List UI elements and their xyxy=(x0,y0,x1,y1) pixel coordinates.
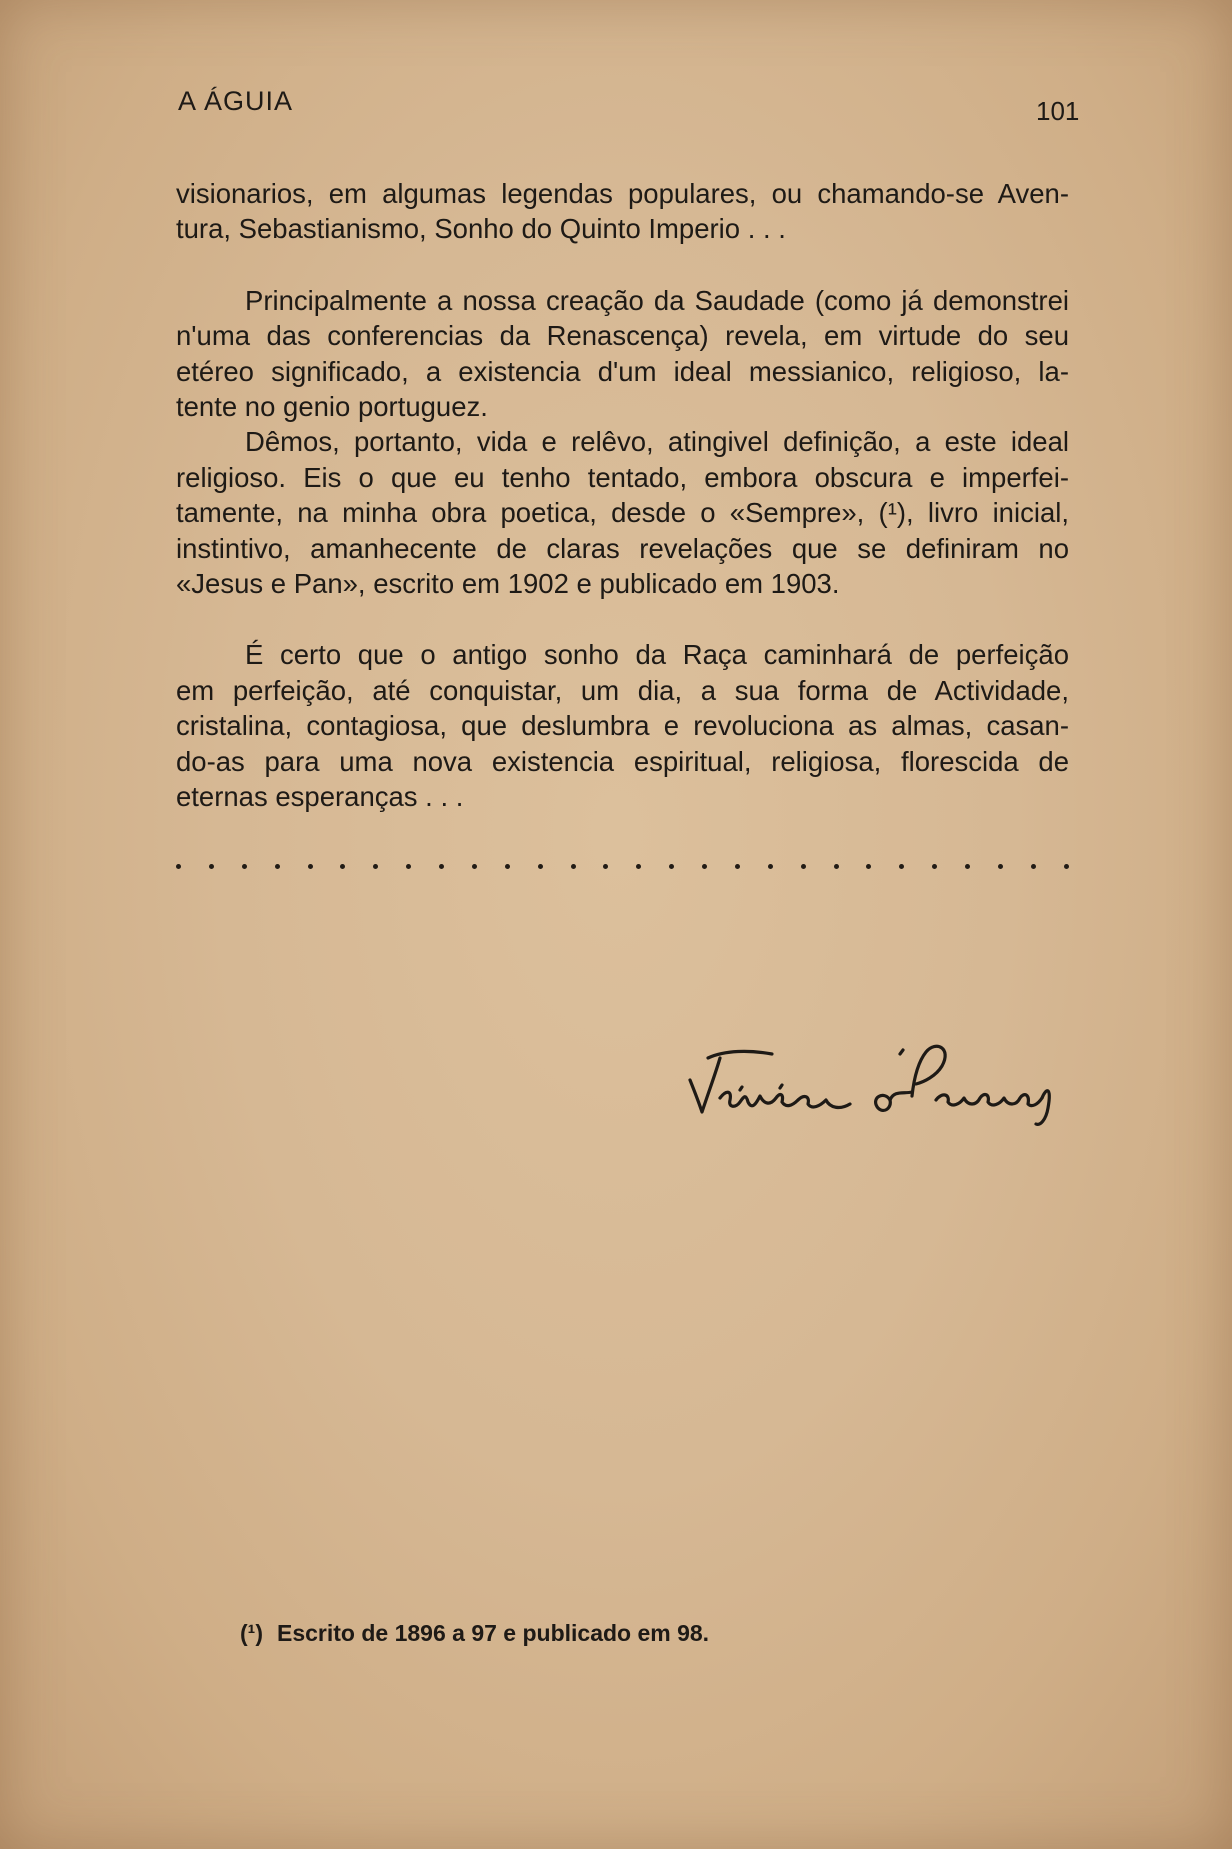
footnote-mark: (¹) xyxy=(240,1620,263,1646)
footnote xyxy=(240,1620,709,1647)
paragraph-3 xyxy=(176,424,1069,601)
text-line: n'uma das conferencias da Renascença) revela, em virtude do seu xyxy=(176,320,1069,352)
text-line: etéreo significado, a existencia d'um ideal messianico, religioso, la- xyxy=(176,355,1069,387)
text-line: tura, Sebastianismo, Sonho do Quinto Imperio . . . xyxy=(176,213,786,245)
paragraph-2 xyxy=(176,283,1069,425)
paragraph-1 xyxy=(176,176,1069,247)
text-line: Principalmente a nossa creação da Saudade (como já demonstrei xyxy=(245,284,1069,316)
text-line: religioso. Eis o que eu tenho tentado, embora obscura e imperfei- xyxy=(176,461,1069,493)
handwritten-signature xyxy=(680,1028,1060,1143)
body-text xyxy=(176,176,1069,815)
text-line: Dêmos, portanto, vida e relêvo, atingivel definição, a este ideal xyxy=(245,426,1069,458)
page-number: 101 xyxy=(1036,96,1080,126)
ellipsis-dot-row xyxy=(176,864,1069,869)
text-line: tente no genio portuguez. xyxy=(176,391,488,423)
text-line: em perfeição, até conquistar, um dia, a sua forma de Actividade, xyxy=(176,674,1069,706)
text-line: eternas esperanças . . . xyxy=(176,781,464,813)
text-line: «Jesus e Pan», escrito em 1902 e publicado em 1903. xyxy=(176,568,840,600)
running-title: A ÁGUIA xyxy=(178,86,294,116)
text-line: tamente, na minha obra poetica, desde o «Sempre», (¹), livro inicial, xyxy=(176,497,1069,529)
text-line: cristalina, contagiosa, que deslumbra e revoluciona as almas, casan- xyxy=(176,710,1069,742)
text-line: instintivo, amanhecente de claras revelações que se definiram no xyxy=(176,532,1069,564)
text-line: É certo que o antigo sonho da Raça caminhará de perfeição xyxy=(245,639,1069,671)
footnote-text: Escrito de 1896 a 97 e publicado em 98. xyxy=(276,1620,710,1646)
paragraph-4 xyxy=(176,637,1069,814)
text-line: do-as para uma nova existencia espiritual, religiosa, florescida de xyxy=(176,745,1069,777)
text-line: visionarios, em algumas legendas populares, ou chamando-se Aven- xyxy=(176,178,1069,209)
